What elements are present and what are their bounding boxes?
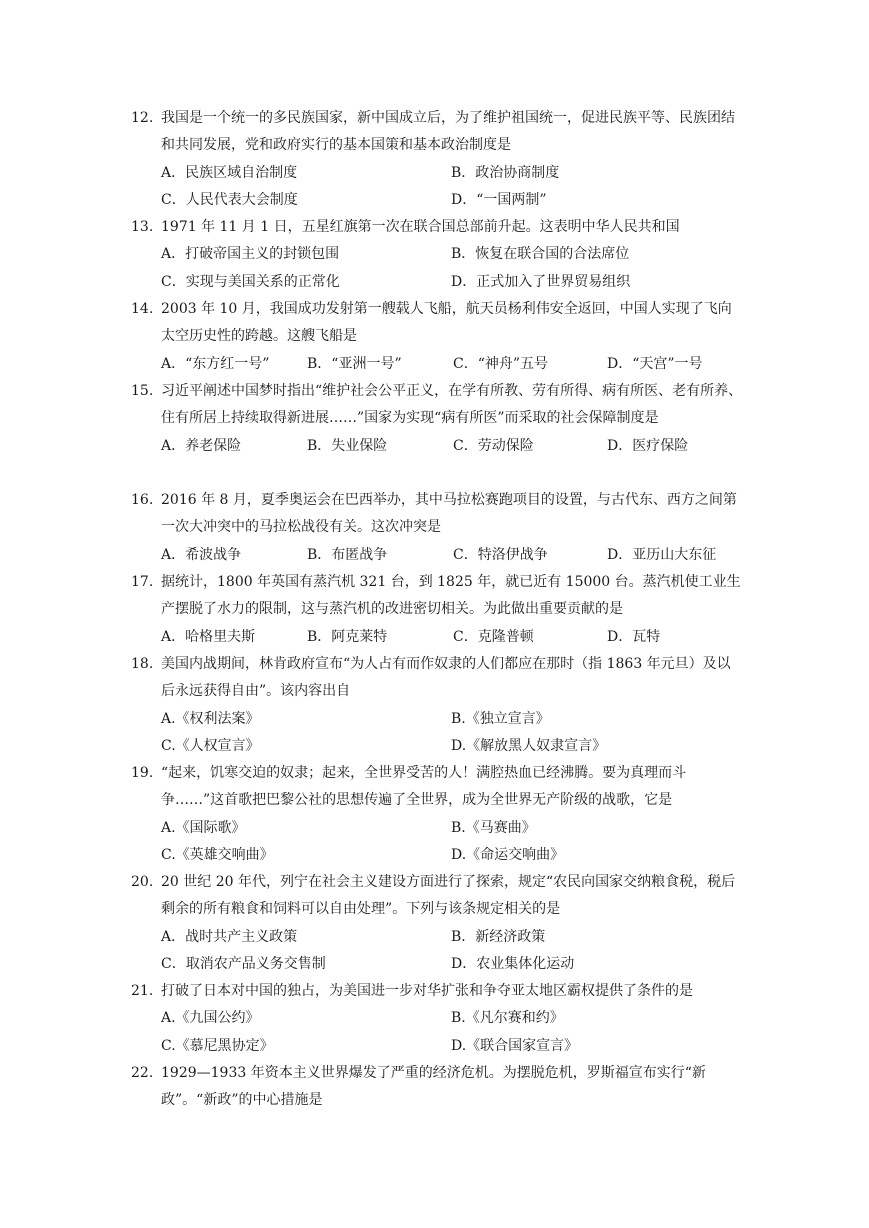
options-row bbox=[161, 433, 743, 460]
options-row bbox=[161, 1033, 743, 1060]
question-18 bbox=[131, 651, 743, 760]
option-d: D．瓦特 bbox=[607, 628, 661, 645]
question-stem bbox=[131, 760, 743, 815]
question-number: 22. bbox=[131, 1065, 154, 1081]
options-row bbox=[161, 241, 743, 268]
question-13 bbox=[131, 214, 743, 296]
options-row bbox=[161, 160, 743, 187]
question-stem bbox=[131, 569, 743, 624]
options-row bbox=[161, 269, 743, 296]
question-14 bbox=[131, 296, 743, 378]
option-d: D.《联合国家宣言》 bbox=[451, 1037, 579, 1054]
question-text: 1971 年 11 月 1 日，五星红旗第一次在联合国总部前升起。这表明中华人民共和国 bbox=[161, 219, 680, 235]
option-d: D．农业集体化运动 bbox=[451, 955, 575, 972]
option-c: C．取消农产品义务交售制 bbox=[161, 955, 326, 972]
option-d: D.《解放黑人奴隶宣言》 bbox=[451, 737, 607, 754]
options-row bbox=[161, 924, 743, 951]
question-stem bbox=[131, 978, 743, 1005]
question-stem bbox=[131, 487, 743, 542]
question-17 bbox=[131, 569, 743, 651]
question-21 bbox=[131, 978, 743, 1060]
options-row bbox=[161, 815, 743, 842]
question-stem bbox=[131, 105, 743, 160]
options-row bbox=[161, 733, 743, 760]
question-text: 1929—1933 年资本主义世界爆发了严重的经济危机。为摆脱危机，罗斯福宣布实行“新政”。“新政”的中心措施是 bbox=[161, 1065, 706, 1109]
option-a: A．民族区域自治制度 bbox=[161, 164, 298, 181]
option-d: D．“一国两制” bbox=[451, 191, 547, 208]
question-number: 21. bbox=[131, 983, 154, 999]
options-row bbox=[161, 187, 743, 214]
question-12 bbox=[131, 105, 743, 214]
options-row bbox=[161, 706, 743, 733]
question-text: 打破了日本对中国的独占，为美国进一步对华扩张和争夺亚太地区霸权提供了条件的是 bbox=[161, 983, 693, 999]
question-text: 2016 年 8 月，夏季奥运会在巴西举办，其中马拉松赛跑项目的设置，与古代东、西方之间第一次大冲突中的马拉松战役有关。这次冲突是 bbox=[161, 492, 737, 536]
question-15 bbox=[131, 378, 743, 460]
question-text: 20 世纪 20 年代，列宁在社会主义建设方面进行了探索，规定“农民向国家交纳粮食税，税后剩余的所有粮食和饲料可以自由处理”。下列与该条规定相关的是 bbox=[161, 874, 736, 918]
question-22 bbox=[131, 1060, 743, 1115]
option-d: D.《命运交响曲》 bbox=[451, 846, 565, 863]
question-19 bbox=[131, 760, 743, 869]
question-number: 17. bbox=[131, 574, 154, 590]
option-c: C．克隆普顿 bbox=[453, 628, 534, 645]
option-b: B．政治协商制度 bbox=[451, 164, 560, 181]
question-number: 14. bbox=[131, 301, 154, 317]
options-row bbox=[161, 1005, 743, 1032]
question-text: 习近平阐述中国梦时指出“维护社会公平正义，在学有所教、劳有所得、病有所医、老有所养、住有所居上持续取得新进展……”国家为实现“病有所医”而采取的社会保障制度是 bbox=[161, 383, 743, 427]
option-d: D．医疗保险 bbox=[607, 437, 689, 454]
question-text: “起来，饥寒交迫的奴隶；起来，全世界受苦的人！满腔热血已经沸腾。要为真理而斗争……”这首歌把巴黎公社的思想传遍了全世界，成为全世界无产阶级的战歌，它是 bbox=[161, 765, 687, 809]
options-row bbox=[161, 951, 743, 978]
question-text: 美国内战期间，林肯政府宣布“为人占有而作奴隶的人们都应在那时（指 1863 年元旦）及以后永远获得自由”。该内容出自 bbox=[161, 656, 731, 700]
question-stem bbox=[131, 869, 743, 924]
question-16 bbox=[131, 487, 743, 569]
options-row bbox=[161, 842, 743, 869]
option-b: B．新经济政策 bbox=[451, 928, 546, 945]
question-number: 12. bbox=[131, 110, 154, 126]
question-number: 15. bbox=[131, 383, 154, 399]
option-a: A．打破帝国主义的封锁包围 bbox=[161, 246, 340, 263]
option-a: A．哈格里夫斯 bbox=[161, 628, 256, 645]
question-text: 2003 年 10 月，我国成功发射第一艘载人飞船，航天员杨利伟安全返回，中国人实现了飞向太空历史性的跨越。这艘飞船是 bbox=[161, 301, 732, 345]
question-number: 20. bbox=[131, 874, 154, 890]
option-c: C.《英雄交响曲》 bbox=[161, 846, 274, 863]
option-b: B.《凡尔赛和约》 bbox=[451, 1010, 564, 1027]
question-number: 16. bbox=[131, 492, 154, 508]
option-b: B.《独立宣言》 bbox=[451, 710, 550, 727]
option-c: C．特洛伊战争 bbox=[453, 546, 548, 563]
option-d: D．正式加入了世界贸易组织 bbox=[451, 273, 631, 290]
option-b: B．失业保险 bbox=[307, 437, 388, 454]
option-c: C．人民代表大会制度 bbox=[161, 191, 298, 208]
question-stem bbox=[131, 378, 743, 433]
option-b: B．恢复在联合国的合法席位 bbox=[451, 246, 630, 263]
question-text: 据统计，1800 年英国有蒸汽机 321 台，到 1825 年，就已近有 15000 台。蒸汽机使工业生产摆脱了水力的限制，这与蒸汽机的改进密切相关。为此做出重要贡献的是 bbox=[161, 574, 741, 618]
option-b: B．“亚洲一号” bbox=[307, 355, 402, 372]
question-text: 我国是一个统一的多民族国家，新中国成立后，为了维护祖国统一，促进民族平等、民族团结和共同发展，党和政府实行的基本国策和基本政治制度是 bbox=[161, 110, 735, 154]
option-a: A.《国际歌》 bbox=[161, 819, 246, 836]
option-a: A．“东方红一号” bbox=[161, 355, 270, 372]
question-20 bbox=[131, 869, 743, 978]
options-row bbox=[161, 542, 743, 569]
question-number: 19. bbox=[131, 765, 154, 781]
option-a: A.《权利法案》 bbox=[161, 710, 260, 727]
option-c: C．“神舟”五号 bbox=[453, 355, 549, 372]
option-a: A.《九国公约》 bbox=[161, 1010, 260, 1027]
option-c: C．劳动保险 bbox=[453, 437, 534, 454]
question-number: 13. bbox=[131, 219, 154, 235]
option-c: C.《人权宣言》 bbox=[161, 737, 260, 754]
options-row bbox=[161, 351, 743, 378]
option-d: D．“天宫”一号 bbox=[607, 355, 703, 372]
question-stem bbox=[131, 651, 743, 706]
option-b: B．布匿战争 bbox=[307, 546, 388, 563]
question-number: 18. bbox=[131, 656, 154, 672]
option-d: D．亚历山大东征 bbox=[607, 546, 717, 563]
options-row bbox=[161, 624, 743, 651]
option-a: A．养老保险 bbox=[161, 437, 242, 454]
option-c: C.《慕尼黑协定》 bbox=[161, 1037, 274, 1054]
option-b: B.《马赛曲》 bbox=[451, 819, 536, 836]
option-a: A．希波战争 bbox=[161, 546, 242, 563]
question-stem bbox=[131, 214, 743, 241]
option-c: C．实现与美国关系的正常化 bbox=[161, 273, 340, 290]
option-b: B．阿克莱特 bbox=[307, 628, 388, 645]
question-stem bbox=[131, 1060, 743, 1115]
option-a: A．战时共产主义政策 bbox=[161, 928, 298, 945]
question-stem bbox=[131, 296, 743, 351]
